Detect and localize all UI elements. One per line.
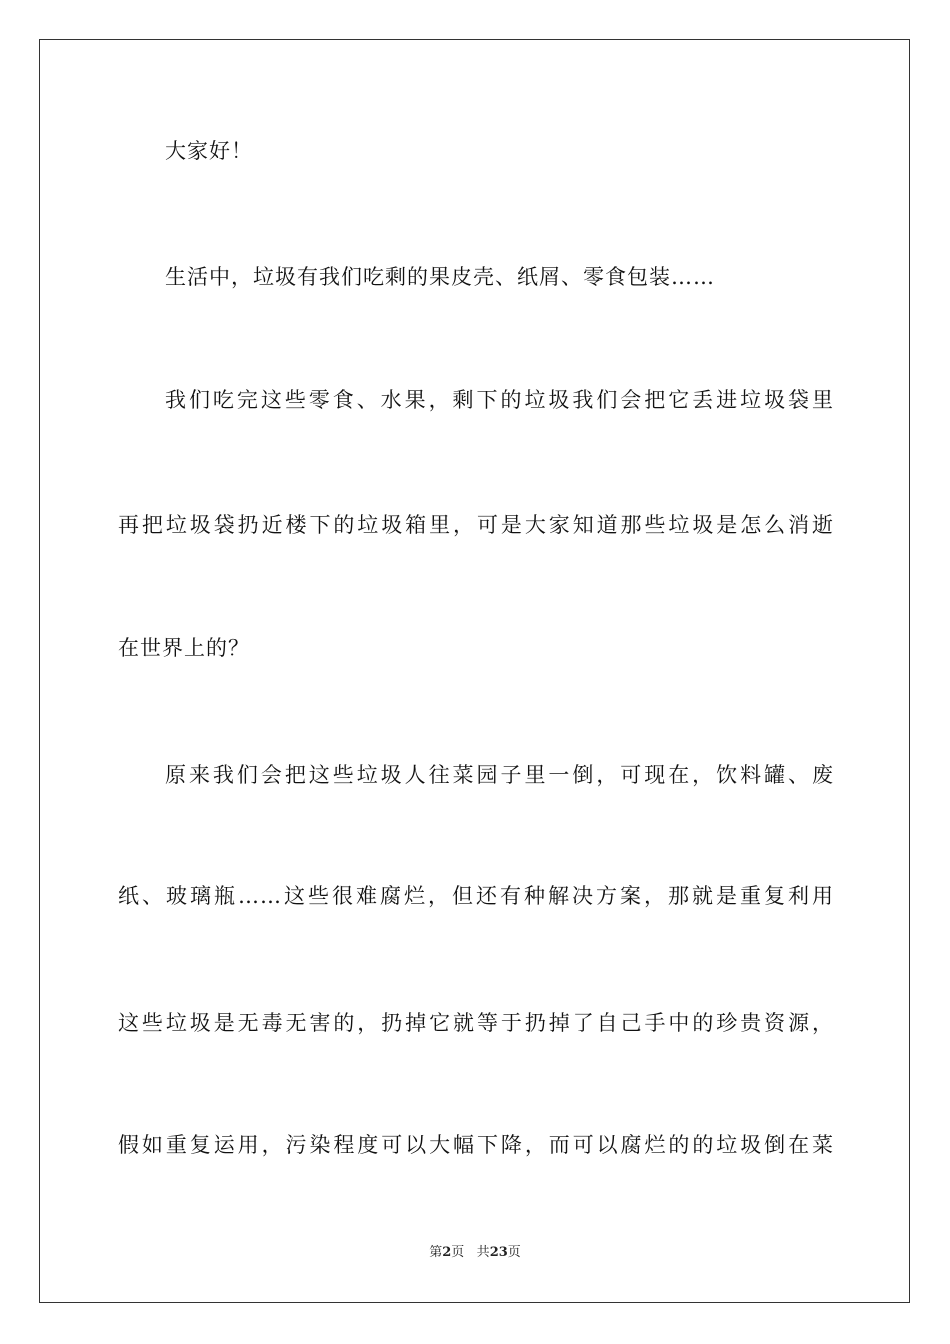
total-prefix: 共 [476, 1245, 490, 1260]
page-number: 2 [442, 1245, 452, 1260]
page-frame [39, 39, 910, 1303]
page-footer [0, 1245, 950, 1261]
page-prefix: 第 [429, 1245, 443, 1260]
paragraph-line: 纸、玻璃瓶……这些很难腐烂，但还有种解决方案，那就是重复利用 [118, 884, 834, 908]
paragraph-line: 再把垃圾袋扔近楼下的垃圾箱里，可是大家知道那些垃圾是怎么消逝 [118, 513, 834, 537]
total-pages: 23 [489, 1245, 508, 1260]
paragraph-line: 生活中，垃圾有我们吃剩的果皮壳、纸屑、零食包装…… [165, 265, 715, 289]
paragraph-line: 原来我们会把这些垃圾人往菜园子里一倒，可现在，饮料罐、废 [165, 763, 834, 787]
paragraph-line: 假如重复运用，污染程度可以大幅下降，而可以腐烂的的垃圾倒在菜 [118, 1133, 834, 1157]
paragraph-line: 在世界上的？ [118, 636, 250, 660]
paragraph-line: 这些垃圾是无毒无害的，扔掉它就等于扔掉了自己手中的珍贵资源， [118, 1011, 834, 1035]
paragraph-line: 我们吃完这些零食、水果，剩下的垃圾我们会把它丢进垃圾袋里 [165, 388, 834, 412]
page-suffix: 页 [451, 1245, 465, 1260]
greeting-line: 大家好！ [165, 139, 253, 163]
total-suffix: 页 [507, 1245, 521, 1260]
